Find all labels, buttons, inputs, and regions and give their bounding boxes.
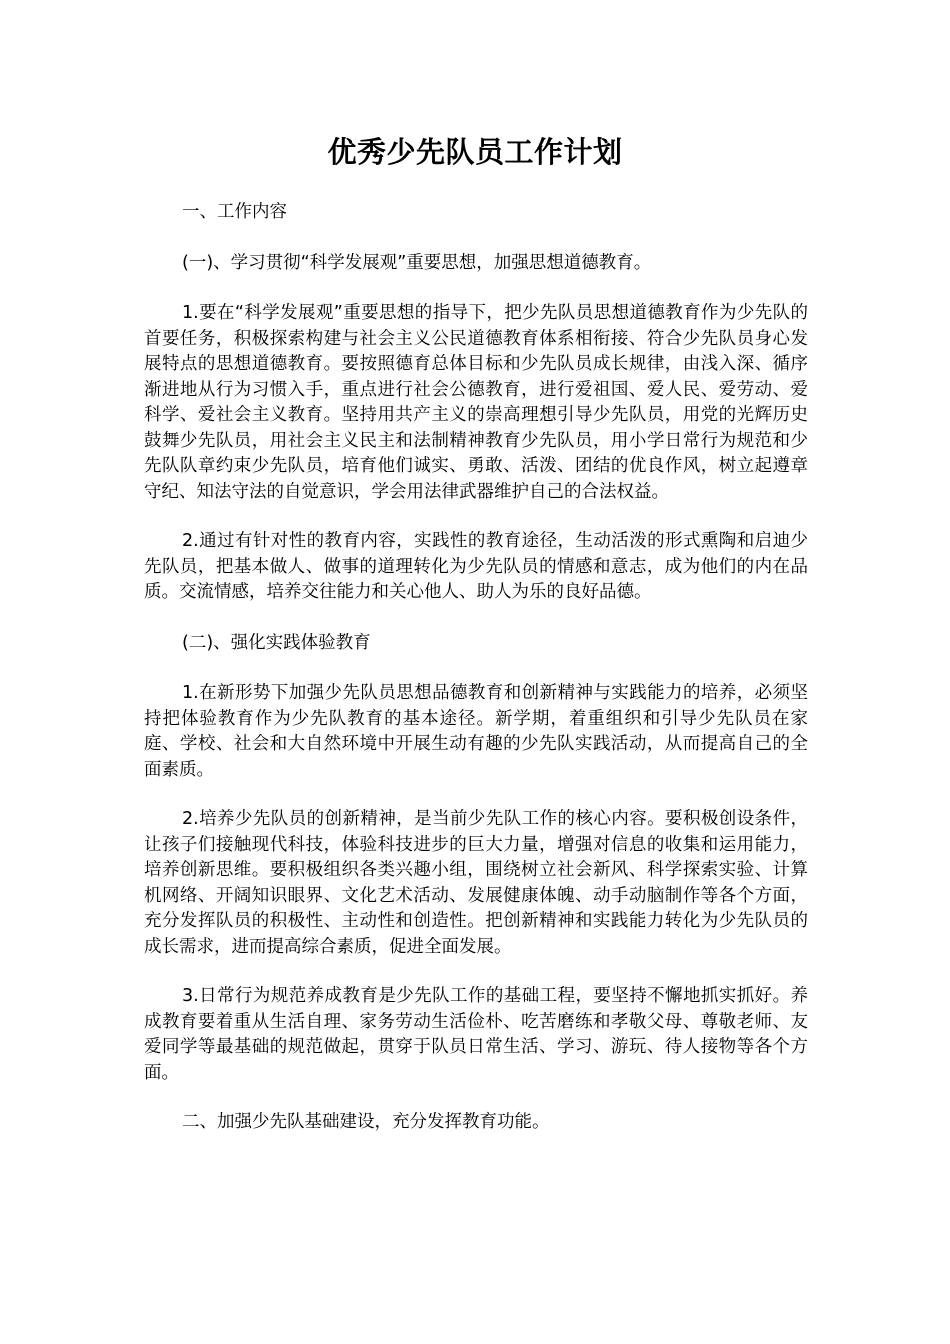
subsection-heading-1: (一)、学习贯彻“科学发展观”重要思想，加强思想道德教育。 <box>182 252 652 273</box>
document-body <box>144 200 808 1136</box>
paragraph-2-1: 1.在新形势下加强少先队员思想品德教育和创新精神与实践能力的培养，必须坚持把体验教育作为少先队教育的基本途径。新学期，着重组织和引导少先队员在家庭、学校、社会和大自然环境中开展生动有趣的少先队实践活动，从而提高自己的全面素质。 <box>144 683 808 780</box>
section-heading-work-content: 一、工作内容 <box>182 202 287 222</box>
document-title: 优秀少先队员工作计划 <box>327 135 623 169</box>
paragraph-2-3: 3.日常行为规范养成教育是少先队工作的基础工程，要坚持不懈地抓实抓好。养成教育要着重从生活自理、家务劳动生活俭朴、吃苦磨练和孝敬父母、尊敬老师、友爱同学等最基础的规范做起，贯穿于队员日常生活、学习、游玩、待人接物等各个方面。 <box>144 986 808 1083</box>
paragraph-1-1: 1.要在“科学发展观”重要思想的指导下，把少先队员思想道德教育作为少先队的首要任务，积极探索构建与社会主义公民道德教育体系相衔接、符合少先队员身心发展特点的思想道德教育。要按照德育总体目标和少先队员成长规律，由浅入深、循序渐进地从行为习惯入手，重点进行社会公德教育，进行爱祖国、爱人民、爱劳动、爱科学、爱社会主义教育。坚持用共产主义的崇高理想引导少先队员，用党的光辉历史鼓舞少先队员，用社会主义民主和法制精神教育少先队员，用小学日常行为规范和少先队队章约束少先队员，培育他们诚实、勇敢、活泼、团结的优良作风，树立起遵章守纪、知法守法的自觉意识，学会用法律武器维护自己的合法权益。 <box>144 303 808 502</box>
paragraph-2-2: 2.培养少先队员的创新精神，是当前少先队工作的核心内容。要积极创设条件，让孩子们接触现代科技，体验科技进步的巨大力量，增强对信息的收集和运用能力，培养创新思维。要积极组织各类兴趣小组，围绕树立社会新风、科学探索实验、计算机网络、开阔知识眼界、文化艺术活动、发展健康体魄、动手动脑制作等各个方面，充分发挥队员的积极性、主动性和创造性。把创新精神和实践能力转化为少先队员的成长需求，进而提高综合素质，促进全面发展。 <box>144 809 808 957</box>
paragraph-1-2: 2.通过有针对性的教育内容，实践性的教育途径，生动活泼的形式熏陶和启迪少先队员，把基本做人、做事的道理转化为少先队员的情感和意志，成为他们的内在品质。交流情感，培养交往能力和关心他人、助人为乐的良好品德。 <box>144 531 808 602</box>
subsection-heading-2: (二)、强化实践体验教育 <box>182 632 371 653</box>
section-heading-2: 二、加强少先队基础建设，充分发挥教育功能。 <box>182 1112 550 1132</box>
